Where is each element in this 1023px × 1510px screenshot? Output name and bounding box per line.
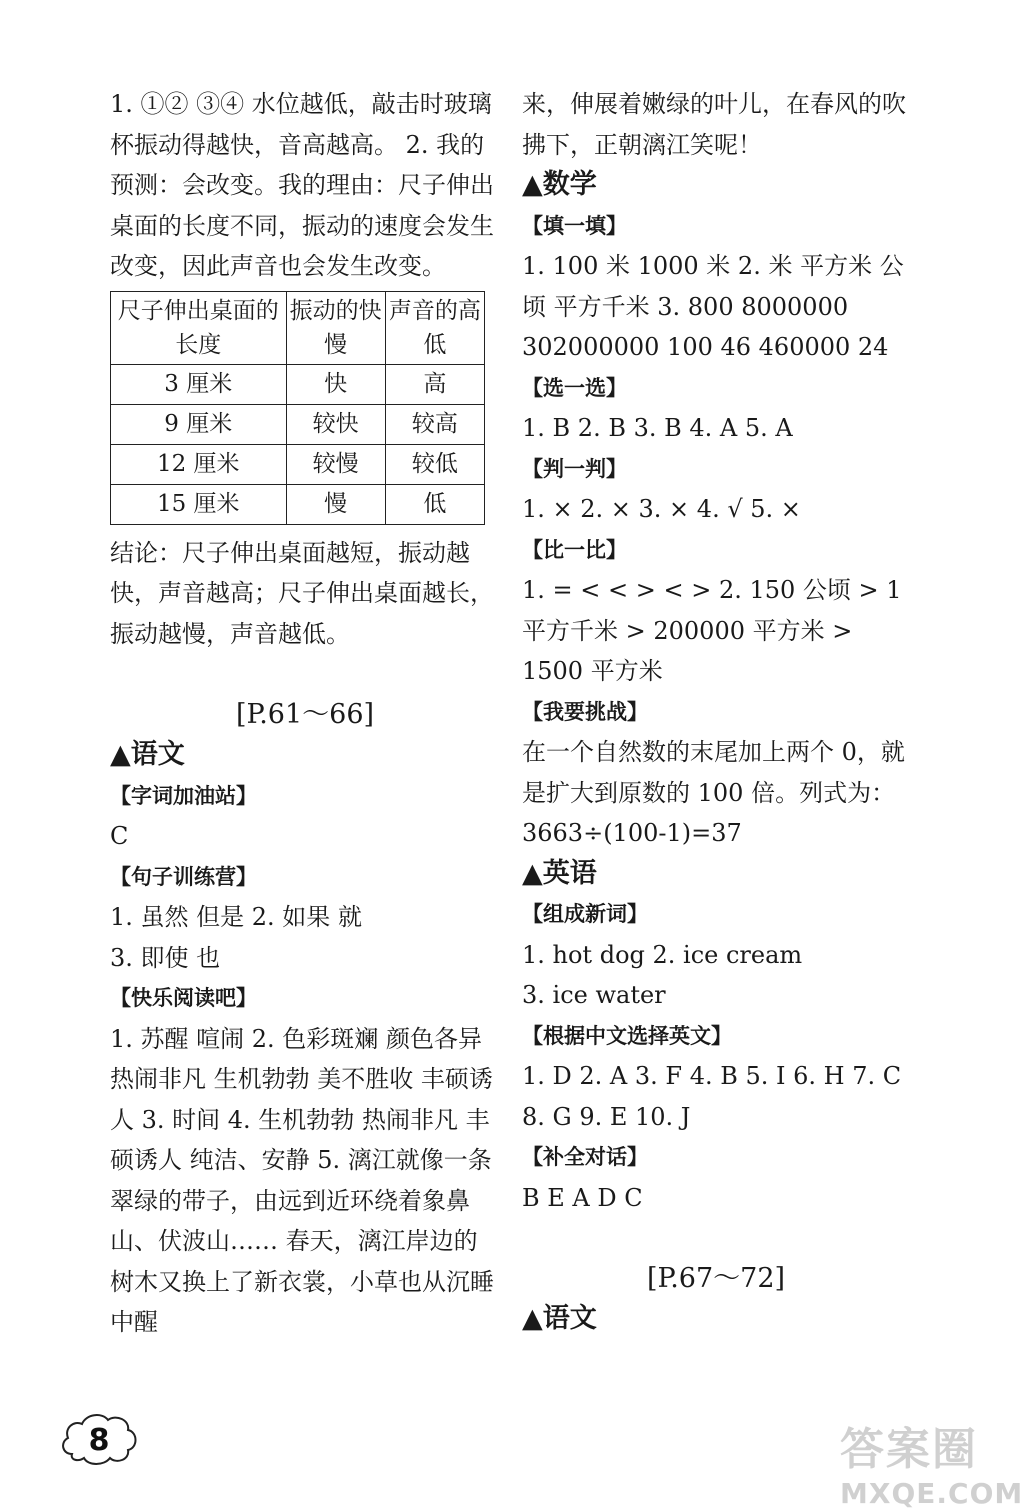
table-cell: 较慢 (286, 444, 385, 484)
math-section-heading: ▲数学 (522, 169, 597, 200)
watermark-text-bottom: MXQE.COM (840, 1477, 1023, 1510)
new-words-answer-2: 3. ice water (522, 981, 666, 1009)
sentence-camp-answer-2: 3. 即使 也 (110, 943, 221, 972)
complete-dialog-heading: 【补全对话】 (522, 1145, 648, 1169)
words-station-answer: C (110, 822, 129, 850)
words-station-heading: 【字词加油站】 (110, 783, 257, 808)
happy-reading-heading: 【快乐阅读吧】 (110, 986, 257, 1010)
sentence-camp-heading: 【句子训练营】 (110, 864, 257, 889)
table-cell: 9 厘米 (111, 404, 287, 444)
judge-heading: 【判一判】 (522, 456, 627, 481)
compare-answer: 1. = < < > < > 2. 150 公顷 > 1 平方千米 > 200000 平方米 > 1500 平方米 (522, 576, 902, 685)
choose-answer: 1. B 2. B 3. B 4. A 5. A (522, 414, 793, 442)
page-number-badge (58, 1408, 140, 1470)
happy-reading-answer: 1. 苏醒 喧闹 2. 色彩斑斓 颜色各异 热闹非凡 生机勃勃 美不胜收 丰硕诱人 3. 时间 4. 生机勃勃 热闹非凡 丰硕诱人 纯洁、安静 5. 漓江就像一条翠绿的带子，由远到近环绕着象鼻山、伏波山…… 春天，漓江岸边的树木又换上了新衣裳，小草也从沉睡中醒 (110, 1024, 494, 1336)
new-words-heading: 【组成新词】 (522, 902, 648, 926)
choose-heading: 【选一选】 (522, 375, 627, 400)
challenge-answer: 在一个自然数的末尾加上两个 0，就是扩大到原数的 100 倍。列式为：3663÷(100-1)=37 (522, 738, 905, 847)
right-column (522, 84, 910, 1340)
compare-heading: 【比一比】 (522, 537, 627, 562)
watermark-logo (840, 1413, 1023, 1510)
table-row (111, 404, 485, 444)
left-column (110, 84, 500, 1343)
chinese-section-heading-2: ▲语文 (522, 1303, 597, 1334)
table-row (111, 444, 485, 484)
table-header-cell: 尺子伸出桌面的长度 (111, 291, 287, 364)
ruler-vibration-table (110, 291, 485, 525)
table-cell: 高 (385, 364, 484, 404)
table-header-row (111, 291, 485, 364)
table-cell: 15 厘米 (111, 484, 287, 524)
select-english-answer: 1. D 2. A 3. F 4. B 5. I 6. H 7. C 8. G 9. E 10. J (522, 1062, 902, 1131)
page-number-text: 8 (88, 1423, 110, 1458)
table-cell: 12 厘米 (111, 444, 287, 484)
table-header-cell: 声音的高低 (385, 291, 484, 364)
table-cell: 较低 (385, 444, 484, 484)
science-intro-text: 1. ①② ③④ 水位越低，敲击时玻璃杯振动得越快，音高越高。 2. 我的预测：会改变。我的理由：尺子伸出桌面的长度不同，振动的速度会发生改变，因此声音也会发生改变。 (110, 90, 494, 280)
reading-answer-continued: 来，伸展着嫩绿的叶儿，在春风的吹拂下，正朝漓江笑呢！ (522, 90, 906, 159)
table-header-cell: 振动的快慢 (286, 291, 385, 364)
table-cell: 较高 (385, 404, 484, 444)
chinese-section-heading: ▲语文 (110, 739, 185, 770)
table-cell: 3 厘米 (111, 364, 287, 404)
fill-in-answer: 1. 100 米 1000 米 2. 米 平方米 公顷 平方千米 3. 800 8000000 302000000 100 46 460000 24 (522, 252, 904, 361)
judge-answer: 1. × 2. × 3. × 4. √ 5. × (522, 495, 801, 523)
table-row (111, 364, 485, 404)
fill-in-heading: 【填一填】 (522, 213, 627, 238)
complete-dialog-answer: B E A D C (522, 1183, 643, 1212)
challenge-heading: 【我要挑战】 (522, 699, 648, 724)
page-range-61-66: [P.61～66] (235, 698, 375, 730)
select-english-heading: 【根据中文选择英文】 (522, 1023, 732, 1048)
english-section-heading: ▲英语 (522, 857, 597, 889)
table-cell: 较快 (286, 404, 385, 444)
table-row (111, 484, 485, 524)
table-cell: 快 (286, 364, 385, 404)
table-cell: 慢 (286, 484, 385, 524)
page-range-67-72: [P.67～72] (646, 1262, 786, 1294)
table-cell: 低 (385, 484, 484, 524)
science-conclusion: 结论：尺子伸出桌面越短，振动越快，声音越高；尺子伸出桌面越长，振动越慢，声音越低。 (110, 538, 494, 648)
sentence-camp-answer-1: 1. 虽然 但是 2. 如果 就 (110, 903, 362, 931)
watermark-text-top: 答案圈 (840, 1424, 978, 1475)
cloud-icon (58, 1408, 140, 1470)
new-words-answer-1: 1. hot dog 2. ice cream (522, 940, 803, 969)
